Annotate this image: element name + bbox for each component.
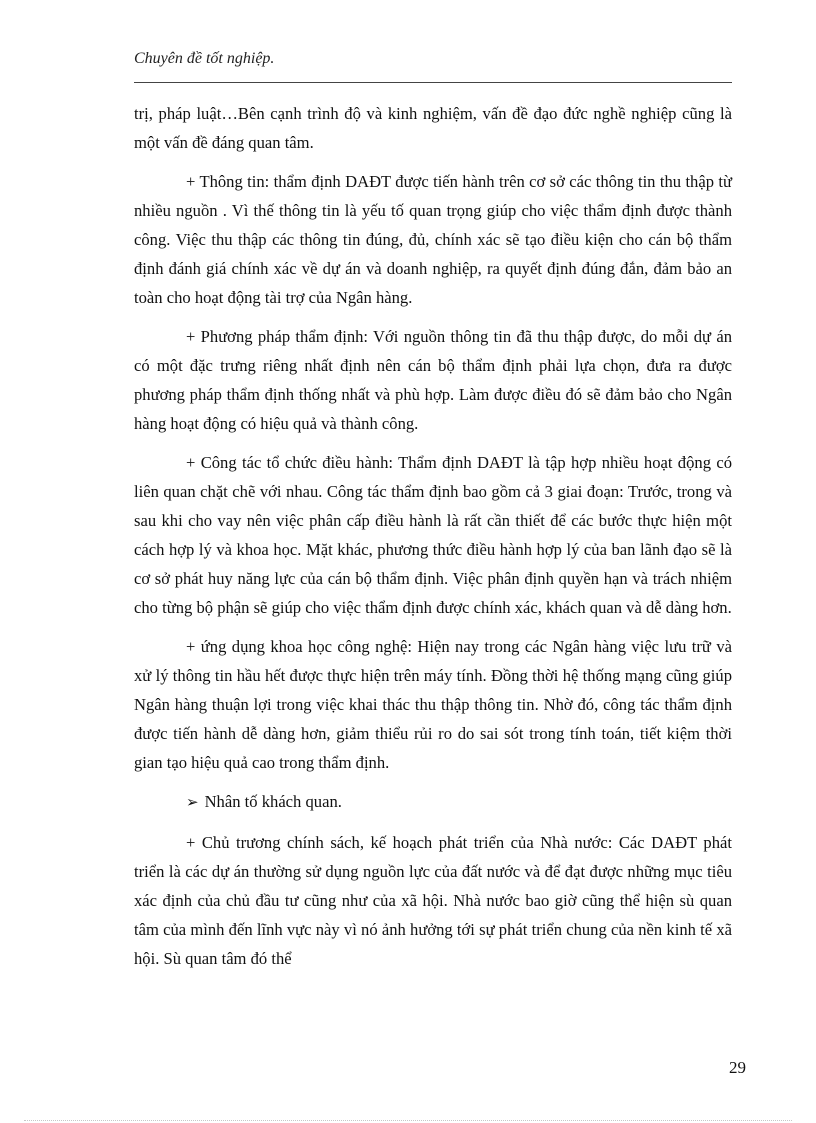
- subheading-text: Nhân tố khách quan.: [204, 792, 342, 811]
- paragraph-technology: + ứng dụng khoa học công nghệ: Hiện nay trong các Ngân hàng việc lưu trữ và xử lý thông tin hầu hết được thực hiện trên máy tính. Đồng thời hệ thống mạng cũng giúp Ngân hàng thuận lợi trong việc khai thác thu thập thông tin. Nhờ đó, công tác thẩm định được tiến hành dễ dàng hơn, giảm thiểu rủi ro do sai sót trong tính toán, tiết kiệm thời gian tạo hiệu quả cao trong thẩm định.: [134, 637, 732, 772]
- arrow-bullet-icon: ➢: [186, 795, 199, 811]
- page-bottom-edge: [24, 1120, 792, 1121]
- page-number: 29: [729, 1058, 746, 1077]
- subheading-objective-factors: [134, 787, 732, 818]
- paragraph-state-policy: + Chủ trương chính sách, kế hoạch phát triển của Nhà nước: Các DAĐT phát triển là các dự án thường sử dụng nguồn lực của đất nước và để đạt được những mục tiêu xác định của chủ đầu tư cũng như của xã hội. Nhà nước bao giờ cũng thể hiện sù quan tâm của mình đến lĩnh vực này vì nó ảnh hưởng tới sự phát triển chung của nền kinh tế xã hội. Sù quan tâm đó thể: [134, 833, 732, 968]
- paragraph-information: + Thông tin: thẩm định DAĐT được tiến hành trên cơ sở các thông tin thu thập từ nhiều nguồn . Vì thế thông tin là yếu tố quan trọng giúp cho việc thẩm định được thành công. Việc thu thập các thông tin đúng, đủ, chính xác sẽ tạo điều kiện cho cán bộ thẩm định đánh giá chính xác về dự án và doanh nghiệp, ra quyết định đúng đắn, đảm bảo an toàn cho hoạt động tài trợ của Ngân hàng.: [134, 172, 732, 307]
- paragraph-continuation: trị, pháp luật…Bên cạnh trình độ và kinh nghiệm, vấn đề đạo đức nghề nghiệp cũng là một vấn đề đáng quan tâm.: [134, 104, 732, 152]
- running-header: Chuyên đề tốt nghiệp.: [134, 50, 275, 67]
- paragraph-organization: + Công tác tổ chức điều hành: Thẩm định DAĐT là tập hợp nhiều hoạt động có liên quan chặt chẽ với nhau. Công tác thẩm định bao gồm cả 3 giai đoạn: Trước, trong và sau khi cho vay nên việc phân cấp điều hành là rất cần thiết để các bước thực hiện một cách hợp lý và khoa học. Mặt khác, phương thức điều hành hợp lý của ban lãnh đạo sẽ là cơ sở phát huy năng lực của cán bộ thẩm định. Việc phân định quyền hạn và trách nhiệm cho từng bộ phận sẽ giúp cho việc thẩm định được chính xác, khách quan và dễ dàng hơn.: [134, 453, 732, 617]
- paragraph-method: + Phương pháp thẩm định: Với nguồn thông tin đã thu thập được, do mỗi dự án có một đặc trưng riêng nhất định nên cán bộ thẩm định phải lựa chọn, đưa ra được phương pháp thẩm định thống nhất và phù hợp. Làm được điều đó sẽ đảm bảo cho Ngân hàng hoạt động có hiệu quả và thành công.: [134, 327, 732, 433]
- body-text: [134, 99, 732, 983]
- header-divider: [134, 82, 732, 83]
